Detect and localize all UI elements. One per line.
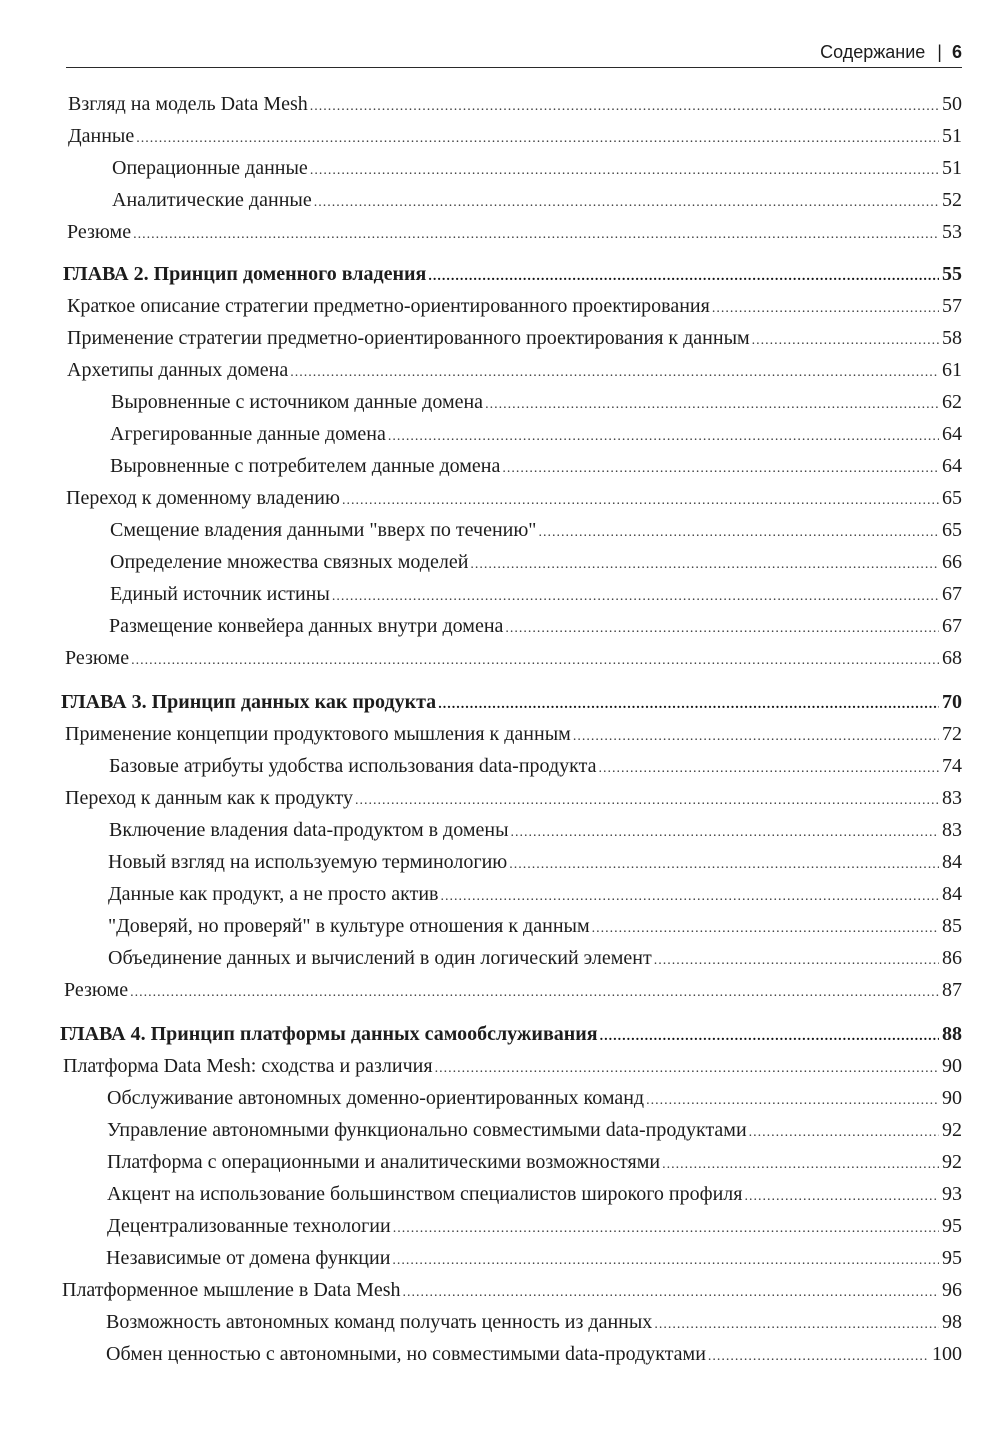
- dot-leader: [538, 521, 939, 545]
- entry-title: Архетипы данных домена: [67, 359, 289, 381]
- entry-page-number: 92: [942, 1151, 962, 1173]
- entry-title: Платформенное мышление в Data Mesh: [62, 1279, 401, 1301]
- entry-page-number: 53: [942, 221, 962, 243]
- dot-leader: [314, 191, 939, 215]
- dot-leader: [355, 789, 939, 813]
- toc-entry: [106, 1310, 962, 1337]
- toc-entry: [110, 550, 962, 577]
- entry-title: Размещение конвейера данных внутри домена: [109, 615, 504, 637]
- header-separator: |: [937, 42, 942, 62]
- entry-title: Применение концепции продуктового мышления к данным: [65, 723, 571, 745]
- toc-entry: [66, 486, 962, 513]
- entry-page-number: 72: [942, 723, 962, 745]
- toc-entry: [65, 722, 962, 749]
- entry-title: Применение стратегии предметно-ориентированного проектирования к данным: [67, 327, 750, 349]
- entry-page-number: 100: [932, 1343, 962, 1365]
- entry-page-number: 51: [942, 157, 962, 179]
- entry-title: Акцент на использование большинством специалистов широкого профиля: [107, 1183, 743, 1205]
- entry-page-number: 58: [942, 327, 962, 349]
- entry-page-number: 64: [942, 455, 962, 477]
- toc-entry: [65, 786, 962, 813]
- toc-entry: [68, 92, 962, 119]
- entry-title: ГЛАВА 2. Принцип доменного владения: [63, 263, 427, 285]
- dot-leader: [598, 757, 939, 781]
- dot-leader: [592, 917, 939, 941]
- entry-title: ГЛАВА 4. Принцип платформы данных самообслуживания: [60, 1023, 598, 1045]
- toc-entry: [112, 156, 962, 183]
- dot-leader: [511, 821, 939, 845]
- toc-entry: [63, 1054, 962, 1081]
- entry-title: Децентрализованные технологии: [107, 1215, 391, 1237]
- entry-page-number: 92: [942, 1119, 962, 1141]
- entry-title: Переход к доменному владению: [66, 487, 340, 509]
- entry-title: Аналитические данные: [112, 189, 312, 211]
- dot-leader: [438, 693, 939, 717]
- entry-page-number: 51: [942, 125, 962, 147]
- toc-entry: [108, 914, 962, 941]
- toc-entry: [110, 422, 962, 449]
- dot-leader: [130, 981, 939, 1005]
- dot-leader: [654, 1313, 939, 1337]
- dot-leader: [654, 949, 939, 973]
- dot-leader: [393, 1217, 939, 1241]
- toc-entry: [108, 850, 962, 877]
- entry-page-number: 90: [942, 1055, 962, 1077]
- entry-title: Резюме: [67, 221, 132, 243]
- dot-leader: [505, 617, 939, 641]
- dot-leader: [502, 457, 939, 481]
- dot-leader: [131, 649, 939, 673]
- dot-leader: [392, 1249, 939, 1273]
- toc-entry: [107, 1150, 962, 1177]
- entry-page-number: 50: [942, 93, 962, 115]
- page-header: [66, 41, 962, 68]
- entry-title: Единый источник истины: [110, 583, 330, 605]
- toc-entry: [67, 220, 962, 247]
- entry-title: Обслуживание автономных доменно-ориентированных команд: [107, 1087, 645, 1109]
- entry-page-number: 98: [942, 1311, 962, 1333]
- entry-page-number: 66: [942, 551, 962, 573]
- entry-title: Резюме: [65, 647, 130, 669]
- toc-entry: [107, 1118, 962, 1145]
- toc-entry: [62, 1278, 962, 1305]
- toc-entry: [106, 1246, 962, 1273]
- dot-leader: [290, 361, 939, 385]
- entry-title: Управление автономными функционально совместимыми data-продуктами: [107, 1119, 747, 1141]
- entry-page-number: 83: [942, 819, 962, 841]
- dot-leader: [646, 1089, 939, 1113]
- dot-leader: [428, 265, 939, 289]
- toc-entry: [107, 1086, 962, 1113]
- toc-entry: [65, 646, 962, 673]
- dot-leader: [744, 1185, 939, 1209]
- entry-page-number: 67: [942, 615, 962, 637]
- entry-page-number: 84: [942, 851, 962, 873]
- entry-title: Включение владения data-продуктом в домены: [109, 819, 509, 841]
- toc-entry: [107, 1182, 962, 1209]
- dot-leader: [403, 1281, 939, 1305]
- dot-leader: [509, 853, 939, 877]
- toc-entry: [67, 294, 962, 321]
- dot-leader: [470, 553, 939, 577]
- dot-leader: [485, 393, 939, 417]
- dot-leader: [133, 223, 939, 247]
- dot-leader: [749, 1121, 939, 1145]
- entry-title: ГЛАВА 3. Принцип данных как продукта: [61, 691, 437, 713]
- entry-title: Смещение владения данными "вверх по течению": [110, 519, 537, 541]
- toc-entry: [110, 582, 962, 609]
- entry-title: Определение множества связных моделей: [110, 551, 469, 573]
- dot-leader: [136, 127, 939, 151]
- dot-leader: [435, 1057, 939, 1081]
- header-page-number: 6: [951, 42, 962, 62]
- dot-leader: [342, 489, 939, 513]
- entry-page-number: 74: [942, 755, 962, 777]
- entry-title: Краткое описание стратегии предметно-ориентированного проектирования: [67, 295, 710, 317]
- entry-title: Объединение данных и вычислений в один логический элемент: [108, 947, 652, 969]
- dot-leader: [440, 885, 939, 909]
- dot-leader: [310, 95, 939, 119]
- toc-entry: [107, 1214, 962, 1241]
- toc-entry: [108, 946, 962, 973]
- dot-leader: [752, 329, 939, 353]
- entry-page-number: 65: [942, 519, 962, 541]
- entry-page-number: 65: [942, 487, 962, 509]
- dot-leader: [310, 159, 939, 183]
- entry-title: Выровненные с источником данные домена: [111, 391, 484, 413]
- entry-title: Обмен ценностью с автономными, но совместимыми data-продуктами: [106, 1343, 706, 1365]
- entry-title: Независимые от домена функции: [106, 1247, 391, 1269]
- entry-page-number: 84: [942, 883, 962, 905]
- toc-entry: [67, 358, 962, 385]
- entry-title: Платформа с операционными и аналитическими возможностями: [107, 1151, 661, 1173]
- entry-page-number: 95: [942, 1215, 962, 1237]
- toc-entry: [109, 614, 962, 641]
- entry-page-number: 70: [942, 691, 962, 713]
- entry-page-number: 55: [942, 263, 962, 285]
- entry-title: Резюме: [64, 979, 129, 1001]
- toc-entry: [109, 818, 962, 845]
- header-title: Содержание: [820, 42, 926, 62]
- entry-title: Взгляд на модель Data Mesh: [68, 93, 308, 115]
- entry-title: "Доверяй, но проверяй" в культуре отношения к данным: [108, 915, 590, 937]
- entry-page-number: 90: [942, 1087, 962, 1109]
- entry-title: Возможность автономных команд получать ценность из данных: [106, 1311, 653, 1333]
- entry-page-number: 67: [942, 583, 962, 605]
- dot-leader: [332, 585, 939, 609]
- dot-leader: [573, 725, 939, 749]
- dot-leader: [708, 1345, 929, 1369]
- entry-page-number: 87: [942, 979, 962, 1001]
- toc-entry: [110, 518, 962, 545]
- entry-title: Агрегированные данные домена: [110, 423, 386, 445]
- entry-title: Переход к данным как к продукту: [65, 787, 353, 809]
- chapter-entry: [60, 1022, 962, 1049]
- entry-page-number: 85: [942, 915, 962, 937]
- dot-leader: [662, 1153, 939, 1177]
- toc-entry: [109, 754, 962, 781]
- dot-leader: [600, 1025, 939, 1049]
- entry-title: Новый взгляд на используемую терминологию: [108, 851, 508, 873]
- chapter-entry: [63, 262, 962, 289]
- entry-title: Платформа Data Mesh: сходства и различия: [63, 1055, 433, 1077]
- toc-entry: [68, 124, 962, 151]
- entry-page-number: 52: [942, 189, 962, 211]
- entry-title: Выровненные с потребителем данные домена: [110, 455, 501, 477]
- chapter-entry: [61, 690, 962, 717]
- entry-page-number: 86: [942, 947, 962, 969]
- toc-entry: [64, 978, 962, 1005]
- entry-title: Операционные данные: [112, 157, 308, 179]
- toc-entry: [112, 188, 962, 215]
- entry-page-number: 88: [942, 1023, 962, 1045]
- toc-entry: [67, 326, 962, 353]
- entry-page-number: 83: [942, 787, 962, 809]
- entry-page-number: 93: [942, 1183, 962, 1205]
- dot-leader: [712, 297, 939, 321]
- entry-page-number: 61: [942, 359, 962, 381]
- entry-title: Базовые атрибуты удобства использования data-продукта: [109, 755, 597, 777]
- dot-leader: [388, 425, 939, 449]
- entry-page-number: 57: [942, 295, 962, 317]
- entry-page-number: 68: [942, 647, 962, 669]
- entry-page-number: 96: [942, 1279, 962, 1301]
- toc-entry: [110, 454, 962, 481]
- entry-page-number: 95: [942, 1247, 962, 1269]
- entry-title: Данные как продукт, а не просто актив: [108, 883, 439, 905]
- entry-page-number: 62: [942, 391, 962, 413]
- toc-entry: [108, 882, 962, 909]
- entry-title: Данные: [68, 125, 135, 147]
- toc-entry: [111, 390, 962, 417]
- toc-entry: [106, 1342, 962, 1369]
- entry-page-number: 64: [942, 423, 962, 445]
